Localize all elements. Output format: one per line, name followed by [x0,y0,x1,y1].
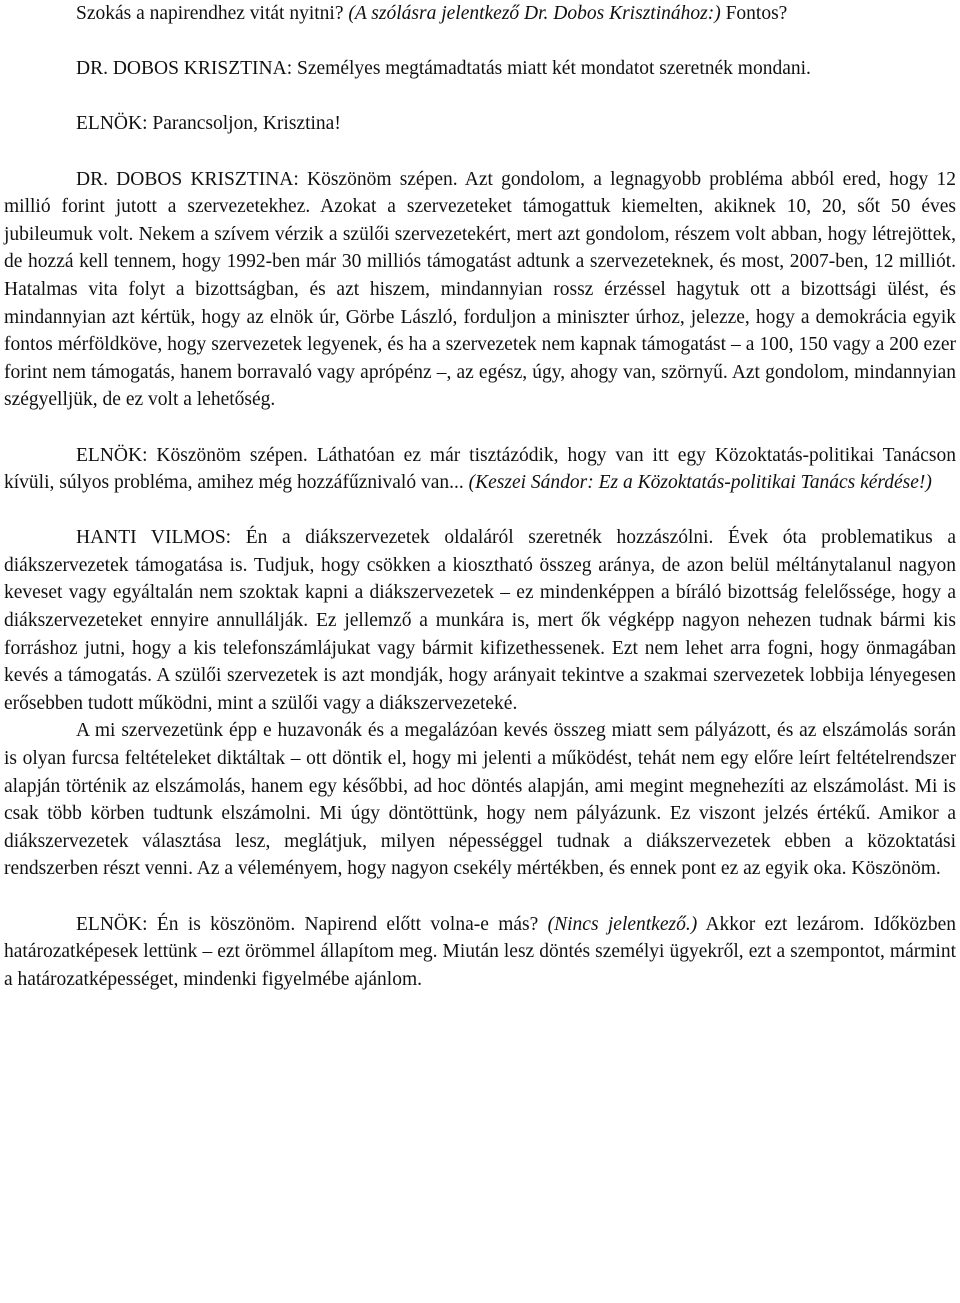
stage-direction: (Nincs jelentkező.) [547,913,698,935]
text-segment: HANTI VILMOS: Én a diákszervezetek oldaláról szeretnék hozzászólni. Évek óta problematikus a diákszervezetek támogatása is. Tudjuk, hogy csökken a kiosztható összeg aránya, de azon belül méltánytalanul nagyon keveset vagy egyáltalán nem szoktak kapni a diákszervezetek – ez mindenképpen a bíráló bizottság felelőssége, hogy a diákszervezeteket ennyire annullálják. Ez jellemző a munkára is, mert ők végképp nagyon nehezen tudnak bármi kis forráshoz jutni, hogy a kis telefonszámlájukat vagy bármit kifizethessenek. Ezt nem lehet arra fogni, hogy önmagában kevés a támogatás. A szülői szervezetek is azt mondják, hogy arányait tekintve a szakmai szervezetek lobbija lényegesen erősebben tudott működni, mint a szülői vagy a diákszervezeteké. [4,527,956,714]
text-segment: ELNÖK: Én is köszönöm. Napirend előtt volna-e más? [76,913,548,935]
paragraph-hanti-continued [4,717,956,883]
text-segment: ELNÖK: Parancsoljon, Krisztina! [76,113,341,135]
stage-direction: (A szólásra jelentkező Dr. Dobos Krisztinához:) [348,3,721,24]
text-segment: DR. DOBOS KRISZTINA: Személyes megtámadtatás miatt két mondatot szeretnék mondani. [76,58,811,80]
paragraph-chair-closing [4,911,956,994]
text-segment: Fontos? [720,3,788,24]
stage-direction: (Keszei Sándor: Ez a Közoktatás-politikai Tanács kérdése!) [468,472,932,494]
paragraph-chair-permission [4,110,956,138]
paragraph-chair-question [4,0,956,28]
text-segment: Szokás a napirendhez vitát nyitni? [76,3,349,24]
text-segment: A mi szervezetünk épp e huzavonák és a megalázóan kevés összeg miatt sem pályázott, és az elszámolás során is olyan furcsa feltételeket diktáltak – ott döntik el, hogy mi jelenti a működést, tehát nem egy előre leírt feltételrendszer alapján történik az elszámolás, hanem egy későbbi, ad hoc döntés alapján, ami megint megnehezíti az elszámolást. Mi is csak több körben tudtunk elszámolni. Mi úgy döntöttünk, hogy nem pályázunk. Ez viszont jelzés értékű. Amikor a diákszervezetek választása lesz, meglátjuk, milyen népességgel tudnak a diákszervezetek ebben a közoktatási rendszerben részt venni. Az a véleményem, hogy nagyon csekély mértékben, és ennek pont ez az egyik oka. Köszönöm. [4,720,956,880]
paragraph-dobos-request [4,55,956,83]
paragraph-hanti-speech [4,524,956,717]
text-segment: Akkor ezt lezárom. Időközben határozatképesek lettünk – ezt örömmel állapítom meg. Miután lesz döntés személyi ügyekről, ezt a szempontot, mármint a határozatképességet, mindenki figyelmébe ajánlom. [4,913,956,990]
text-segment: DR. DOBOS KRISZTINA: Köszönöm szépen. Azt gondolom, a legnagyobb probléma abból ered, hogy 12 millió forint jutott a szervezetekhez. Azokat a szervezeteket támogattuk kiemelten, akiknek 10, 20, sőt 50 éves jubileumuk volt. Nekem a szívem vérzik a szülői szervezetekért, mert azt gondolom, részem volt abban, hogy létrejöttek, de hozzá kell tennem, hogy 1992-ben már 30 milliós támogatást adtunk a szervezeteknek, és most, 2007-ben, 12 milliót. Hatalmas vita folyt a bizottságban, és azt hiszem, mindannyian rossz érzéssel hagytuk ott a bizottsági ülést, és mindannyian azt kértük, hogy az elnök úr, Görbe László, forduljon a miniszter úrhoz, jelezze, hogy a demokrácia egyik fontos mérföldköve, hogy szervezetek legyenek, és ha a szervezetek nem kapnak támogatást – a 100, 150 vagy a 200 ezer forint nem támogatás, hanem borravaló vagy aprópénz –, az egész, úgy, ahogy van, szörnyű. Azt gondolom, mindannyian szégyelljük, de ez volt a lehetőség. [4,168,956,411]
text-segment: ELNÖK: Köszönöm szépen. Láthatóan ez már tisztázódik, hogy van itt egy Közoktatás-politikai Tanácson kívüli, súlyos probléma, amihez még hozzáfűznivaló van... [4,444,956,494]
paragraph-chair-response [4,442,956,497]
paragraph-dobos-speech [4,166,956,414]
